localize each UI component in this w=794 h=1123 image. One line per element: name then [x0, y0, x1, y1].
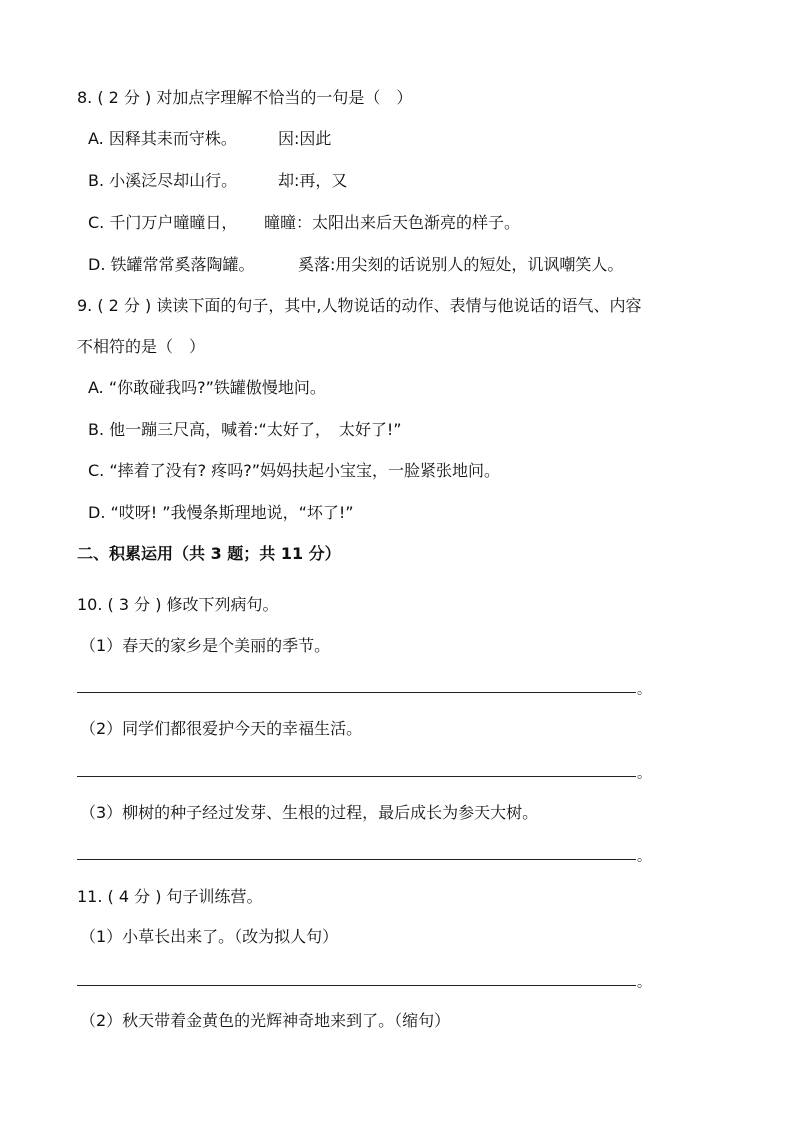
option-text: B. 小溪泛尽却山行。	[88, 171, 238, 190]
question-11-item-2: （2）秋天带着金黄色的光辉神奇地来到了。（缩句）	[80, 1011, 451, 1030]
option-text: A. 因释其耒而守株。	[88, 129, 237, 148]
question-11-item-1: （1）小草长出来了。（改为拟人句）	[80, 927, 339, 946]
question-8-option-b	[88, 171, 348, 191]
question-10-item-3: （3）柳树的种子经过发芽、生根的过程，最后成长为参天大树。	[80, 803, 539, 822]
option-text: D. 铁罐常常奚落陶罐。	[88, 255, 255, 274]
question-9-option-d: D. “哎呀! ”我慢条斯理地说，“坏了!”	[88, 503, 354, 522]
question-11-stem: 11. ( 4 分 ) 句子训练营。	[77, 887, 263, 906]
option-note: 曈曈：太阳出来后天色渐亮的样子。	[264, 213, 521, 232]
question-9-option-a: A. “你敢碰我吗?”铁罐傲慢地问。	[88, 378, 326, 397]
option-text: C. 千门万户曈曈日，	[88, 213, 238, 232]
question-10-stem: 10. ( 3 分 ) 修改下列病句。	[77, 595, 279, 614]
answer-period: 。	[637, 766, 651, 782]
section-2-title: 二、积累运用（共 3 题；共 11 分）	[77, 544, 341, 563]
question-9-stem-line2: 不相符的是（ ）	[77, 337, 206, 356]
question-10-item-1: （1）春天的家乡是个美丽的季节。	[80, 636, 331, 655]
option-note: 因:因此	[278, 129, 332, 148]
question-8-stem: 8. ( 2 分 ) 对加点字理解不恰当的一句是（ ）	[77, 88, 413, 107]
question-9-stem-line1: 9. ( 2 分 ) 读读下面的句子，其中,人物说话的动作、表情与他说话的语气、内容	[77, 296, 642, 315]
option-note: 却:再，又	[278, 171, 348, 190]
answer-line[interactable]	[77, 985, 636, 986]
option-note: 奚落:用尖刻的话说别人的短处，讥讽嘲笑人。	[298, 255, 624, 274]
question-9-option-c: C. “摔着了没有? 疼吗?”妈妈扶起小宝宝，一脸紧张地问。	[88, 461, 500, 480]
answer-line[interactable]	[77, 776, 636, 777]
answer-line[interactable]	[77, 859, 636, 860]
answer-period: 。	[637, 849, 651, 865]
answer-period: 。	[637, 975, 651, 991]
question-9-option-b: B. 他一蹦三尺高，喊着:“太好了， 太好了!”	[88, 420, 402, 439]
answer-line[interactable]	[77, 692, 636, 693]
question-8-option-a	[88, 129, 332, 149]
question-8-option-d	[88, 255, 624, 275]
question-8-option-c	[88, 213, 521, 233]
question-10-item-2: （2）同学们都很爱护今天的幸福生活。	[80, 719, 363, 738]
answer-period: 。	[637, 682, 651, 698]
